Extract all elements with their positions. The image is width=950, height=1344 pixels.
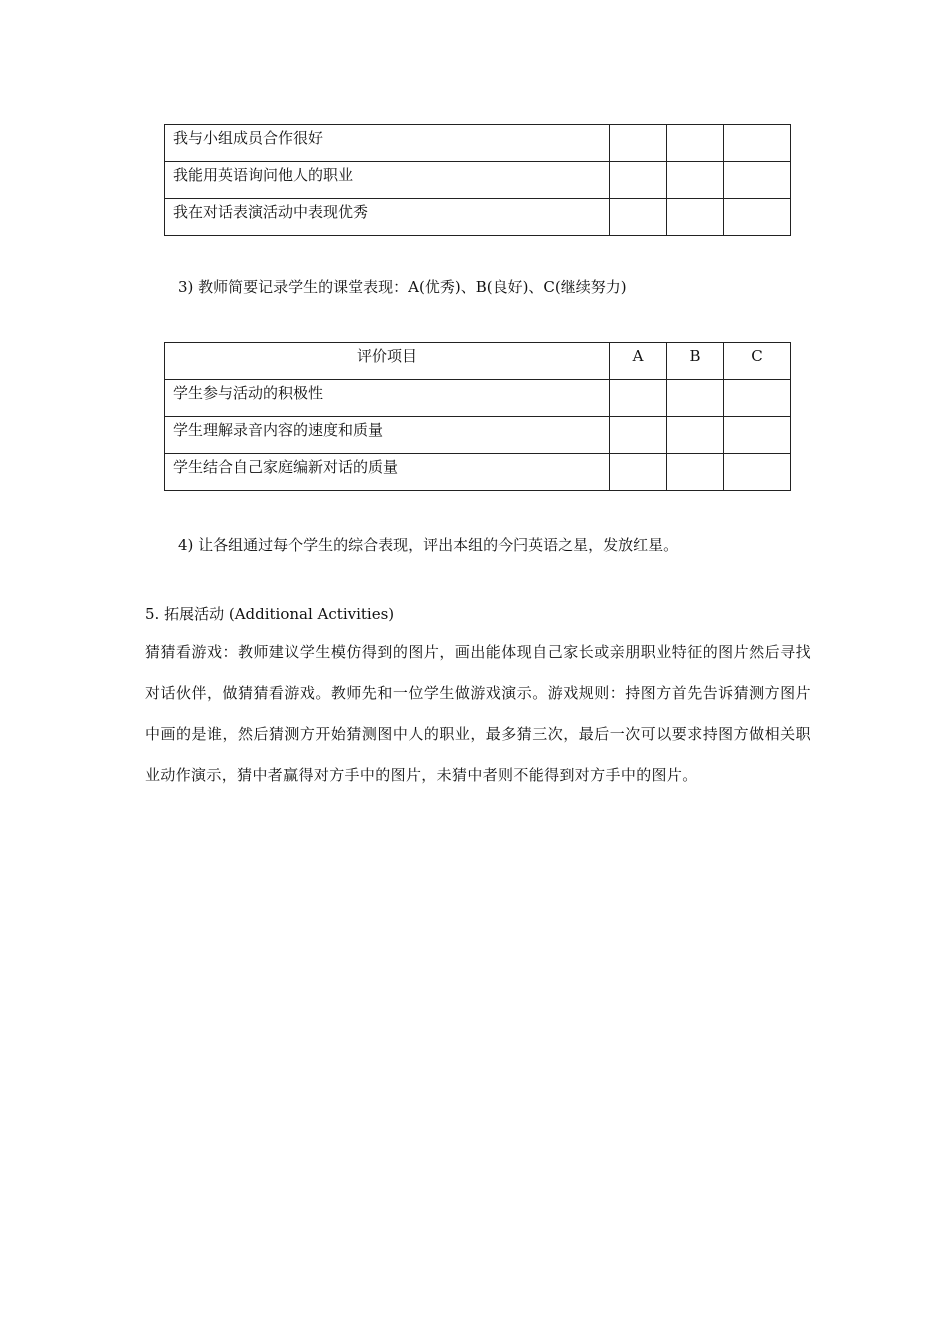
mark-cell [610, 380, 667, 417]
mark-cell [610, 454, 667, 491]
self-evaluation-table [164, 124, 791, 236]
mark-cell [610, 162, 667, 199]
header-evaluation-item: 评价项目 [165, 343, 610, 380]
evaluation-item: 学生参与活动的积极性 [165, 380, 610, 417]
evaluation-item: 学生理解录音内容的速度和质量 [165, 417, 610, 454]
mark-cell [724, 162, 791, 199]
table-row [165, 454, 791, 491]
table-row [165, 417, 791, 454]
mark-cell [724, 454, 791, 491]
mark-cell [667, 454, 724, 491]
evaluation-item: 我在对话表演活动中表现优秀 [165, 199, 610, 236]
mark-cell [724, 199, 791, 236]
table-row [165, 380, 791, 417]
header-grade-c: C [724, 343, 791, 380]
evaluation-item: 我与小组成员合作很好 [165, 125, 610, 162]
evaluation-item: 学生结合自己家庭编新对话的质量 [165, 454, 610, 491]
mark-cell [610, 417, 667, 454]
mark-cell [724, 417, 791, 454]
table-header-row [165, 343, 791, 380]
mark-cell [667, 162, 724, 199]
mark-cell [610, 199, 667, 236]
table-row [165, 199, 791, 236]
header-grade-b: B [667, 343, 724, 380]
evaluation-item: 我能用英语询问他人的职业 [165, 162, 610, 199]
mark-cell [724, 380, 791, 417]
mark-cell [724, 125, 791, 162]
teacher-record-note: 3) 教师简要记录学生的课堂表现：A(优秀)、B(良好)、C(继续努力) [178, 278, 627, 296]
section-title: 5. 拓展活动 (Additional Activities) [145, 605, 395, 623]
table-row [165, 162, 791, 199]
activity-paragraph: 猜猜看游戏：教师建议学生模仿得到的图片，画出能体现自己家长或亲朋职业特征的图片然后寻找对话伙伴，做猜猜看游戏。教师先和一位学生做游戏演示。游戏规则：持图方首先告诉猜测方图片中画的是谁，然后猜测方开始猜测图中人的职业，最多猜三次，最后一次可以要求持图方做相关职业动作演示，猜中者赢得对方手中的图片，未猜中者则不能得到对方手中的图片。 [145, 643, 811, 784]
mark-cell [610, 125, 667, 162]
mark-cell [667, 125, 724, 162]
teacher-evaluation-table [164, 342, 791, 491]
group-star-note: 4) 让各组通过每个学生的综合表现，评出本组的今闩英语之星，发放红星。 [178, 536, 679, 554]
mark-cell [667, 199, 724, 236]
header-grade-a: A [610, 343, 667, 380]
mark-cell [667, 417, 724, 454]
mark-cell [667, 380, 724, 417]
table-row [165, 125, 791, 162]
